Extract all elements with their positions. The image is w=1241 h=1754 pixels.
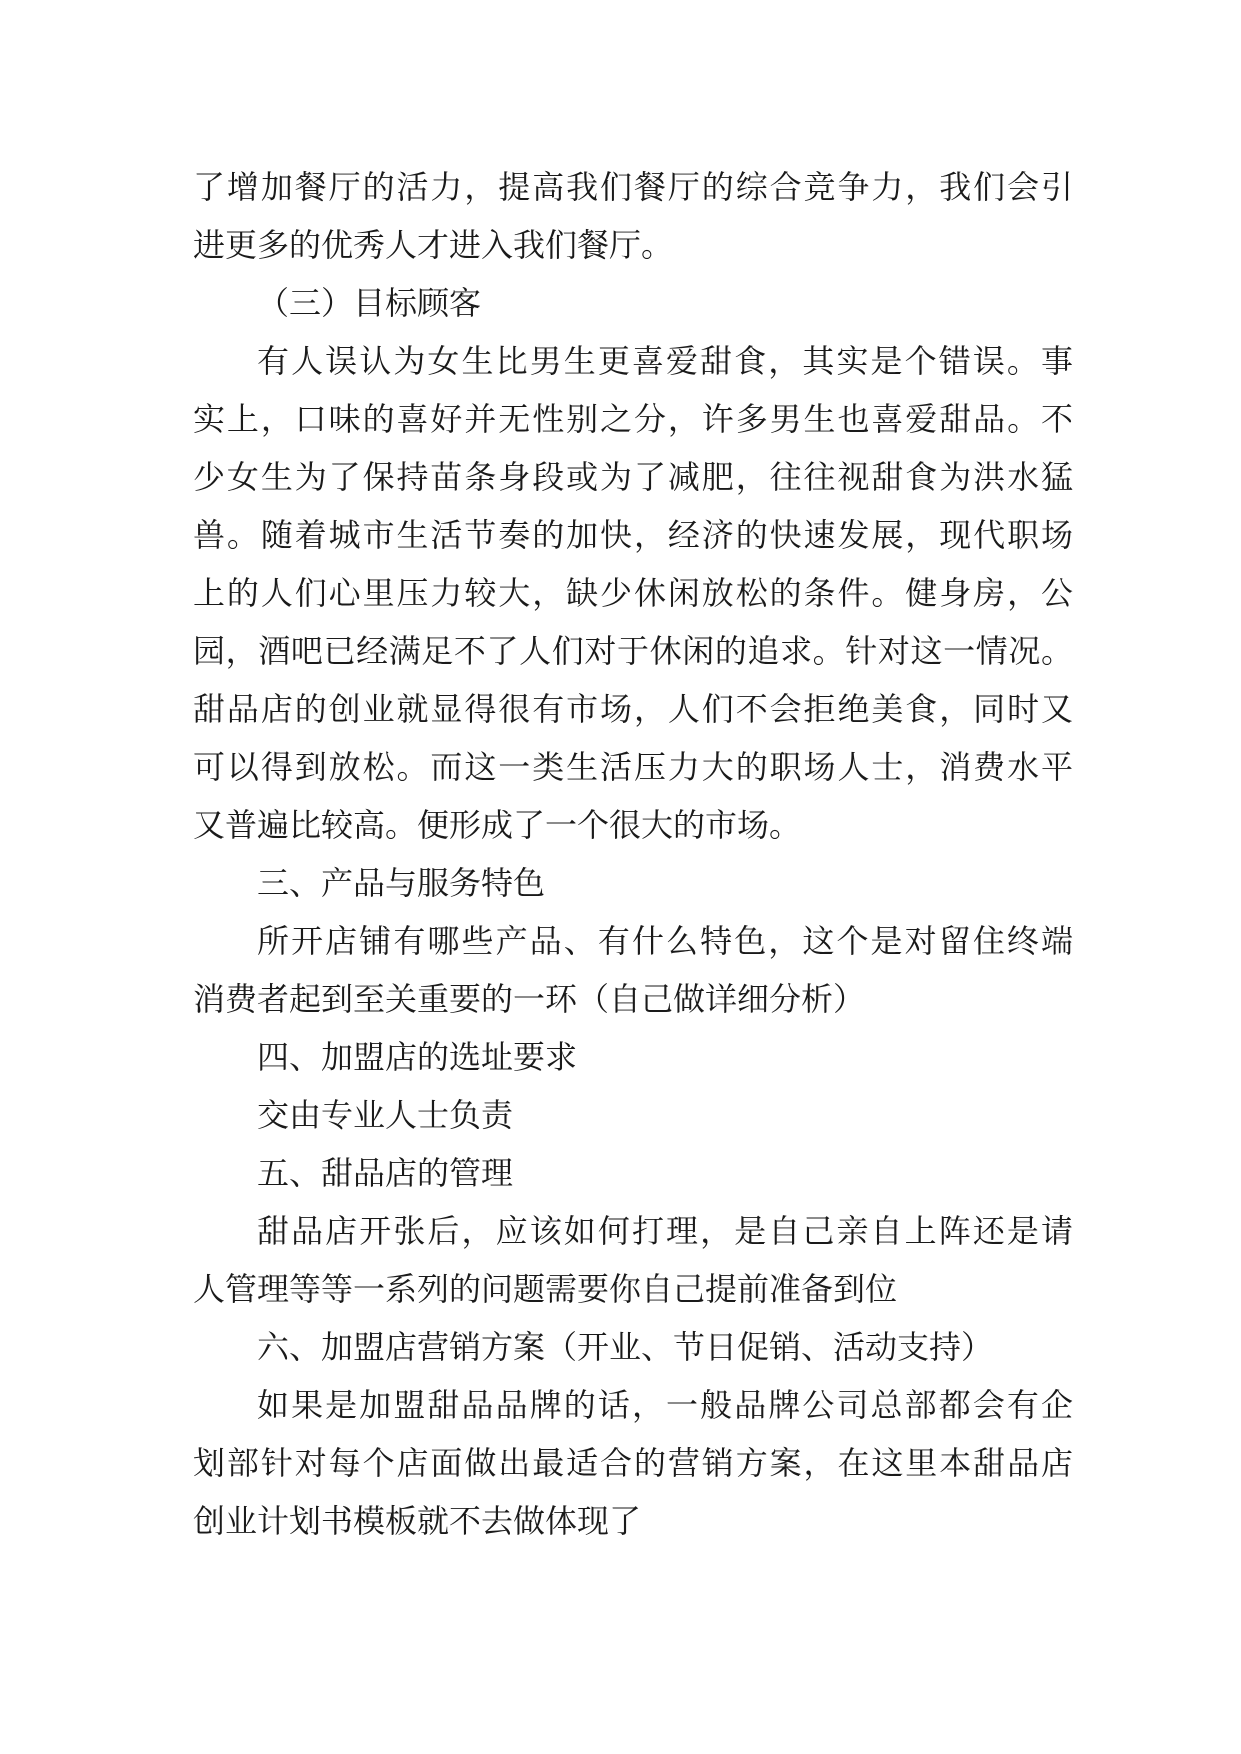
text-line: 消费者起到至关重要的一环（自己做详细分析） xyxy=(193,980,866,1018)
text-line: 交由专业人士负责 xyxy=(257,1096,514,1134)
text-line: 如果是加盟甜品品牌的话，一般品牌公司总部都会有企 xyxy=(257,1386,1073,1424)
text-line: 五、甜品店的管理 xyxy=(257,1154,514,1192)
text-line: 甜品店的创业就显得很有市场，人们不会拒绝美食，同时又 xyxy=(193,690,1073,728)
text-line: 可以得到放松。而这一类生活压力大的职场人士，消费水平 xyxy=(193,748,1073,786)
text-line: 有人误认为女生比男生更喜爱甜食，其实是个错误。事 xyxy=(257,342,1073,380)
text-line: 六、加盟店营销方案（开业、节日促销、活动支持） xyxy=(257,1328,994,1366)
text-line: 四、加盟店的选址要求 xyxy=(257,1038,578,1076)
text-line: 上的人们心里压力较大，缺少休闲放松的条件。健身房，公 xyxy=(193,574,1073,612)
text-line: 甜品店开张后，应该如何打理，是自己亲自上阵还是请 xyxy=(257,1212,1073,1250)
text-line: 少女生为了保持苗条身段或为了减肥，往往视甜食为洪水猛 xyxy=(193,458,1073,496)
text-line: 又普遍比较高。便形成了一个很大的市场。 xyxy=(193,806,802,844)
text-line: 实上，口味的喜好并无性别之分，许多男生也喜爱甜品。不 xyxy=(193,400,1073,438)
text-line: 兽。随着城市生活节奏的加快，经济的快速发展，现代职场 xyxy=(193,516,1073,554)
text-line: 所开店铺有哪些产品、有什么特色，这个是对留住终端 xyxy=(257,922,1073,960)
text-line: 了增加餐厅的活力，提高我们餐厅的综合竞争力，我们会引 xyxy=(193,168,1073,206)
text-line: （三）目标顾客 xyxy=(257,284,482,322)
text-line: 人管理等等一系列的问题需要你自己提前准备到位 xyxy=(193,1270,898,1308)
text-line: 进更多的优秀人才进入我们餐厅。 xyxy=(193,226,674,264)
text-line: 划部针对每个店面做出最适合的营销方案，在这里本甜品店 xyxy=(193,1444,1073,1482)
text-line: 园，酒吧已经满足不了人们对于休闲的追求。针对这一情况。 xyxy=(193,632,1073,670)
text-line: 三、产品与服务特色 xyxy=(257,864,546,902)
text-line: 创业计划书模板就不去做体现了 xyxy=(193,1502,642,1540)
